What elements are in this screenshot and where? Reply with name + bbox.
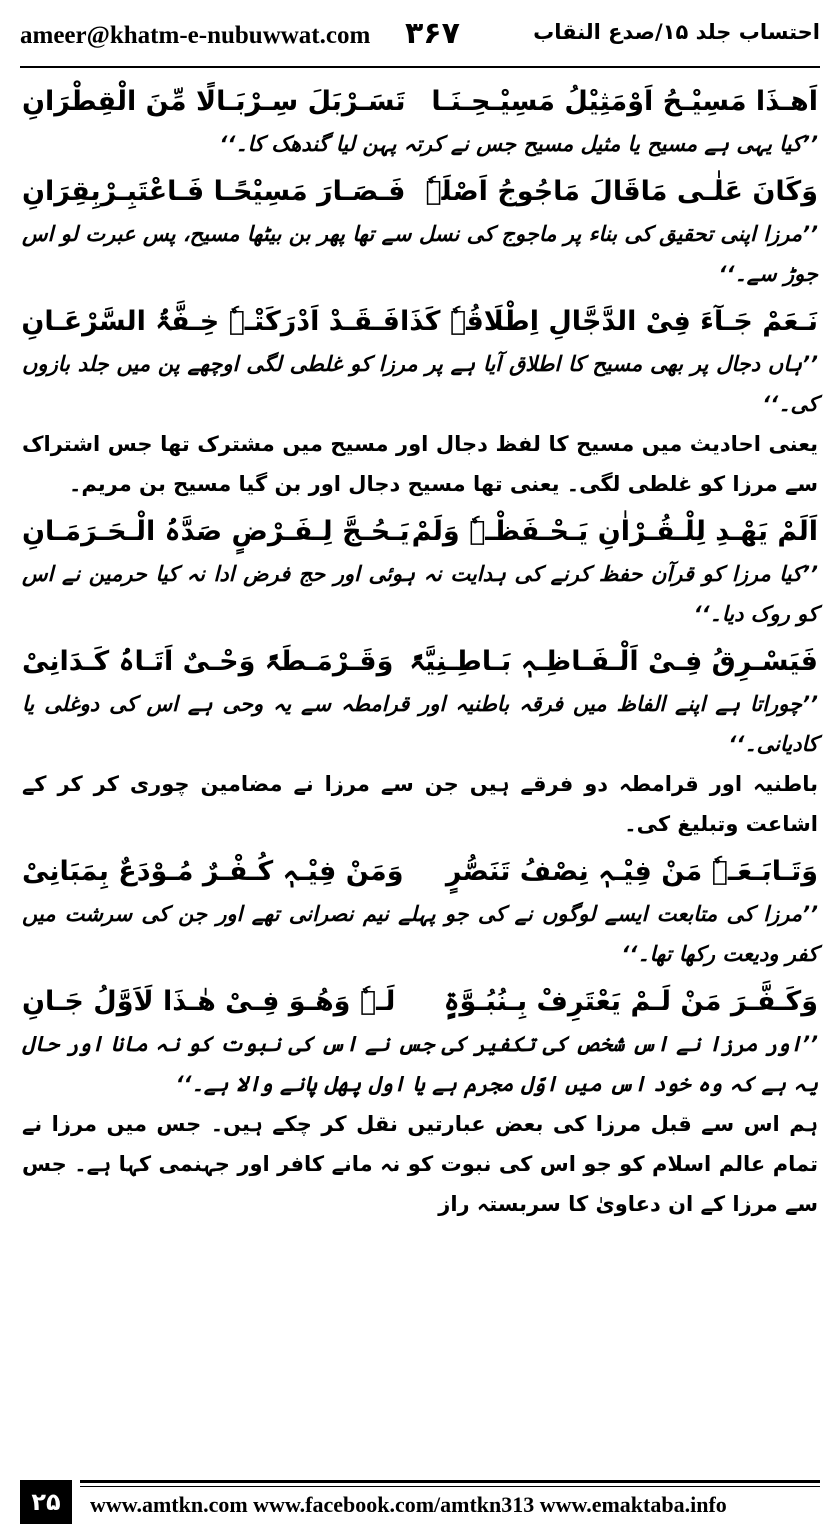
verse-first-half: اَلَمْ یَھْـدِ لِلْـقُـرْاٰنِ یَـحْـفَظْـہٗ وَلَمْ bbox=[411, 516, 818, 547]
verse-second-half: یَـحُـجَّ لِـفَـرْضٍ صَدَّہُ الْـحَـرَمَـانِ bbox=[22, 516, 410, 547]
verse-couplet bbox=[22, 80, 818, 124]
verse-first-half: وَتَـابَـعَـہٗ مَنْ فِیْـہٖ نِصْفُ تَنَصُّرٍ bbox=[445, 856, 818, 887]
verse-first-half: اَھـذَا مَسِیْـحُ اَوْمَثِیْلُ مَسِیْـحِـنَـا bbox=[431, 86, 818, 117]
header-page-number: ۳۶۷ bbox=[405, 16, 460, 51]
verse-second-half: لَـہٗ وَھُـوَ فِـیْ ھٰـذَا لَاَوَّلُ جَـانِ bbox=[22, 986, 396, 1017]
verse-second-half: وَمَنْ فِیْـہٖ کُـفْـرٌ مُـوْدَعٌ بِمَبَانِیْ bbox=[22, 856, 404, 887]
verse-first-half: وَکَـفَّـرَ مَنْ لَـمْ یَعْتَرِفْ بِـنُبُـوَّۃٍ bbox=[443, 986, 818, 1017]
commentary-paragraph: یعنی احادیث میں مسیح کا لفظ دجال اور مسیح میں مشترک تھا جس اشتراک سے مرزا کو غلطی لگی۔ یعنی تھا مسیح دجال اور بن گیا مسیح بن مریم۔ bbox=[22, 432, 818, 496]
verse-couplet bbox=[22, 980, 818, 1024]
verse-translation: ’’کیا یہی ہے مسیح یا مثیل مسیح جس نے کرتہ پہن لیا گندھک کا۔‘‘ bbox=[219, 132, 818, 156]
verse-first-half: فَیَسْـرِقُ فِـیْ اَلْـفَـاظِـہٖ بَـاطِـنِیَّۃً bbox=[409, 646, 818, 677]
header-email: ameer@khatm-e-nubuwwat.com bbox=[20, 22, 371, 49]
verse-translation: ’’چوراتا ہے اپنے الفاظ میں فرقہ باطنیہ اور قرامطہ سے یہ وحی ہے اس کی دوغلی یا کادیانی۔‘‘ bbox=[22, 692, 818, 756]
verse-couplet bbox=[22, 510, 818, 554]
verse-second-half: فَـقَـدْ اَدْرَکَتْـہٗ خِـفَّۃُ السَّرْعَـانِ bbox=[21, 306, 400, 337]
verse-second-half: فَـصَـارَ مَسِیْحًـا فَـاعْتَبِـرْبِقِرَانِ bbox=[22, 176, 406, 207]
verse-translation: ’’کیا مرزا کو قرآن حفظ کرنے کی ہدایت نہ ہوئی اور حج فرض ادا نہ کیا حرمین نے اس کو روک دیا۔‘‘ bbox=[22, 562, 818, 626]
page-body bbox=[22, 74, 818, 1224]
verse-translation: ’’اور مرزا نے اس شخص کی تکفیر کی جس نے اس کی نبوت کو نہ مانا اور حال یہ ہے کہ وہ خود اس میں اوّل مجرم ہے یا اول پھل پانے والا ہے۔‘‘ bbox=[22, 1032, 818, 1096]
header-book-title: احتساب جلد ۱۵/صدع النقاب bbox=[533, 20, 820, 44]
footer-rule-thin bbox=[80, 1486, 820, 1487]
verse-couplet bbox=[22, 640, 818, 684]
footer-links: www.amtkn.com www.facebook.com/amtkn313 www.emaktaba.info bbox=[90, 1492, 727, 1517]
commentary-paragraph: ہم اس سے قبل مرزا کی بعض عبارتیں نقل کر چکے ہیں۔ جس میں مرزا نے تمام عالم اسلام کو جو اس کی نبوت کو نہ مانے کافر اور جہنمی کہا ہے۔ جس سے مرزا کے ان دعاویٰ کا سربستہ راز bbox=[22, 1112, 818, 1216]
verse-first-half: وَکَانَ عَلٰـی مَاقَالَ مَاجُوجُ اَصْلَہٗ bbox=[425, 176, 818, 207]
verse-couplet bbox=[22, 850, 818, 894]
header-rule bbox=[20, 66, 820, 68]
verse-translation: ’’مرزا کی متابعت ایسے لوگوں نے کی جو پہلے نیم نصرانی تھے اور جن کی سرشت میں کفر ودیعت رکھا تھا۔‘‘ bbox=[22, 902, 818, 966]
commentary-paragraph: باطنیہ اور قرامطہ دو فرقے ہیں جن سے مرزا نے مضامین چوری کر کر کے اشاعت وتبلیغ کی۔ bbox=[22, 772, 818, 836]
verse-translation: ’’ہاں دجال پر بھی مسیح کا اطلاق آیا ہے پر مرزا کو غلطی لگی اوچھے پن میں جلد بازوں کی۔‘‘ bbox=[22, 352, 818, 416]
verse-second-half: تَسَـرْبَلَ سِـرْبَـالًا مِّنَ الْقِطْرَانِ bbox=[22, 86, 406, 117]
footer-page-number: ۲۵ bbox=[20, 1480, 72, 1524]
page-footer bbox=[20, 1480, 820, 1526]
verse-couplet bbox=[22, 300, 818, 344]
verse-first-half: نَـعَمْ جَـآءَ فِیْ الدَّجَّالِ اِطْلَاقُہٗ کَذَا bbox=[399, 306, 818, 337]
verse-second-half: وَقَـرْمَـطَۃً وَحْـیٌ اَتَـاہُ کَـدَانِیْ bbox=[22, 646, 394, 677]
verse-couplet bbox=[22, 170, 818, 214]
verse-translation: ’’مرزا اپنی تحقیق کی بناء پر ماجوج کی نسل سے تھا پھر بن بیٹھا مسیح، پس عبرت لو اس جوڑ سے۔‘‘ bbox=[22, 222, 818, 286]
footer-rule bbox=[80, 1480, 820, 1483]
page-header bbox=[20, 14, 820, 60]
